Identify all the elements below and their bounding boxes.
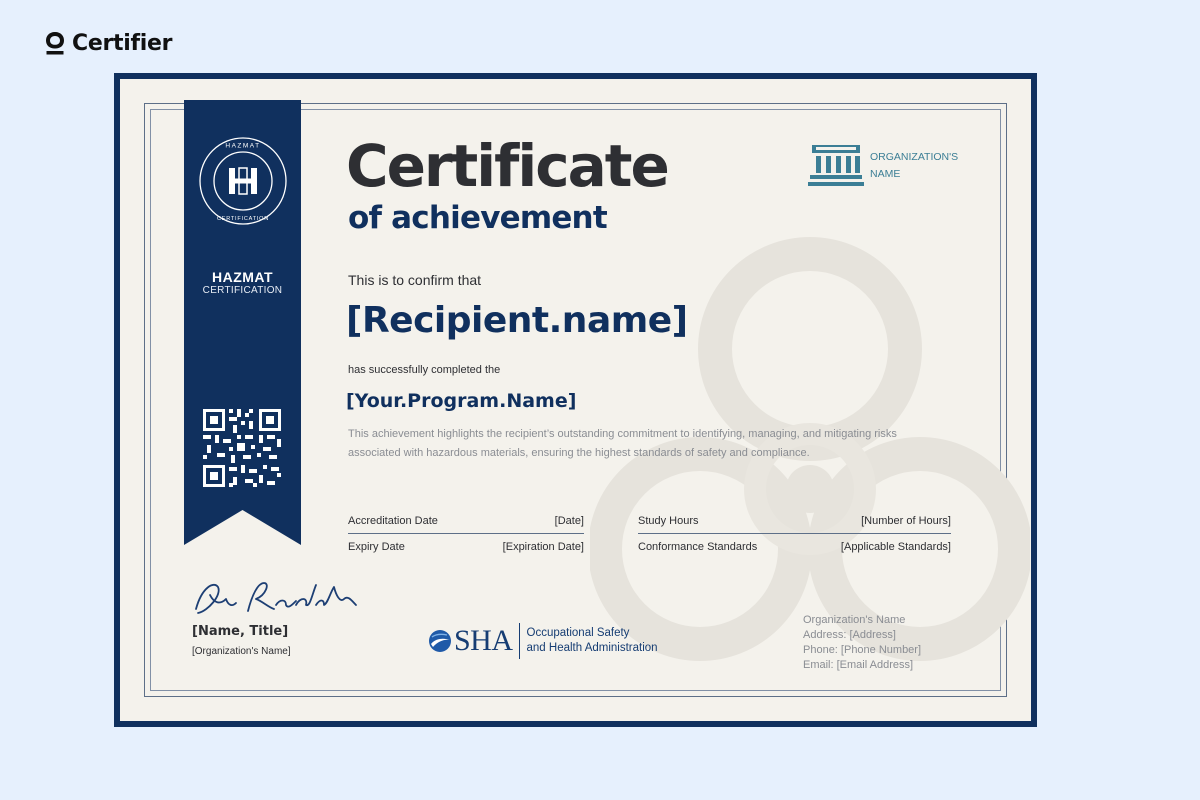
- signer-organization: [Organization's Name]: [192, 646, 291, 657]
- certificate-subtitle: of achievement: [348, 200, 607, 236]
- org-contact-phone: Phone: [Phone Number]: [803, 644, 922, 656]
- organization-header: [808, 143, 980, 191]
- details-table: [348, 512, 951, 562]
- osha-logo: [428, 623, 658, 659]
- achievement-description: This achievement highlights the recipient’s outstanding commitment to identifying, managing, and mitigating risks associated with hazardous materials, ensuring the highest standards of safety and compliance.: [348, 428, 897, 459]
- signer-name-title: [Name, Title]: [192, 624, 289, 639]
- detail-value: [Number of Hours]: [861, 515, 951, 527]
- detail-label: Conformance Standards: [638, 541, 758, 553]
- osha-wordmark: SHA: [454, 624, 513, 657]
- certifier-logo[interactable]: [44, 30, 172, 56]
- detail-divider: [348, 533, 584, 534]
- org-contact-name: Organization's Name: [803, 614, 906, 626]
- seal-text-bottom: CERTIFICATION: [216, 216, 270, 222]
- detail-label: Expiry Date: [348, 541, 405, 553]
- organization-name-header: ORGANIZATION'S NAME: [870, 151, 959, 180]
- ribbon-subtitle: CERTIFICATION: [202, 285, 283, 296]
- ribbon-title: HAZMAT: [211, 269, 274, 285]
- osha-globe-icon: [428, 629, 452, 653]
- qr-code-icon[interactable]: [203, 409, 281, 487]
- osha-line-2: and Health Administration: [526, 642, 658, 654]
- seal-text-top: HAZMAT: [225, 142, 261, 150]
- program-name: [Your.Program.Name]: [346, 390, 577, 412]
- detail-accreditation-date: [348, 515, 584, 527]
- completed-text: has successfully completed the: [348, 364, 501, 376]
- org-contact-email: Email: [Email Address]: [803, 659, 914, 671]
- detail-conformance-standards: [638, 541, 951, 553]
- confirm-text: This is to confirm that: [348, 272, 482, 288]
- osha-divider: [519, 623, 520, 659]
- hazmat-seal-icon: [198, 136, 288, 226]
- brand-name: Certifier: [72, 30, 173, 56]
- detail-study-hours: [638, 515, 951, 527]
- organization-contact: [803, 613, 921, 673]
- detail-divider: [638, 533, 951, 534]
- detail-value: [Date]: [554, 515, 584, 527]
- detail-label: Accreditation Date: [348, 515, 438, 527]
- certificate-title: Certificate: [346, 132, 668, 200]
- osha-full-name: [527, 626, 658, 656]
- detail-value: [Applicable Standards]: [840, 541, 951, 553]
- recipient-name: [Recipient.name]: [346, 300, 688, 341]
- certificate: [114, 73, 1037, 727]
- osha-line-1: Occupational Safety: [526, 627, 630, 639]
- institution-icon: [808, 143, 864, 191]
- org-contact-address: Address: [Address]: [803, 629, 896, 641]
- handwritten-signature: [192, 575, 362, 619]
- detail-label: Study Hours: [638, 515, 699, 527]
- detail-expiry-date: [348, 541, 584, 553]
- detail-value: [Expiration Date]: [502, 541, 584, 553]
- certifier-mark-icon: [44, 30, 66, 56]
